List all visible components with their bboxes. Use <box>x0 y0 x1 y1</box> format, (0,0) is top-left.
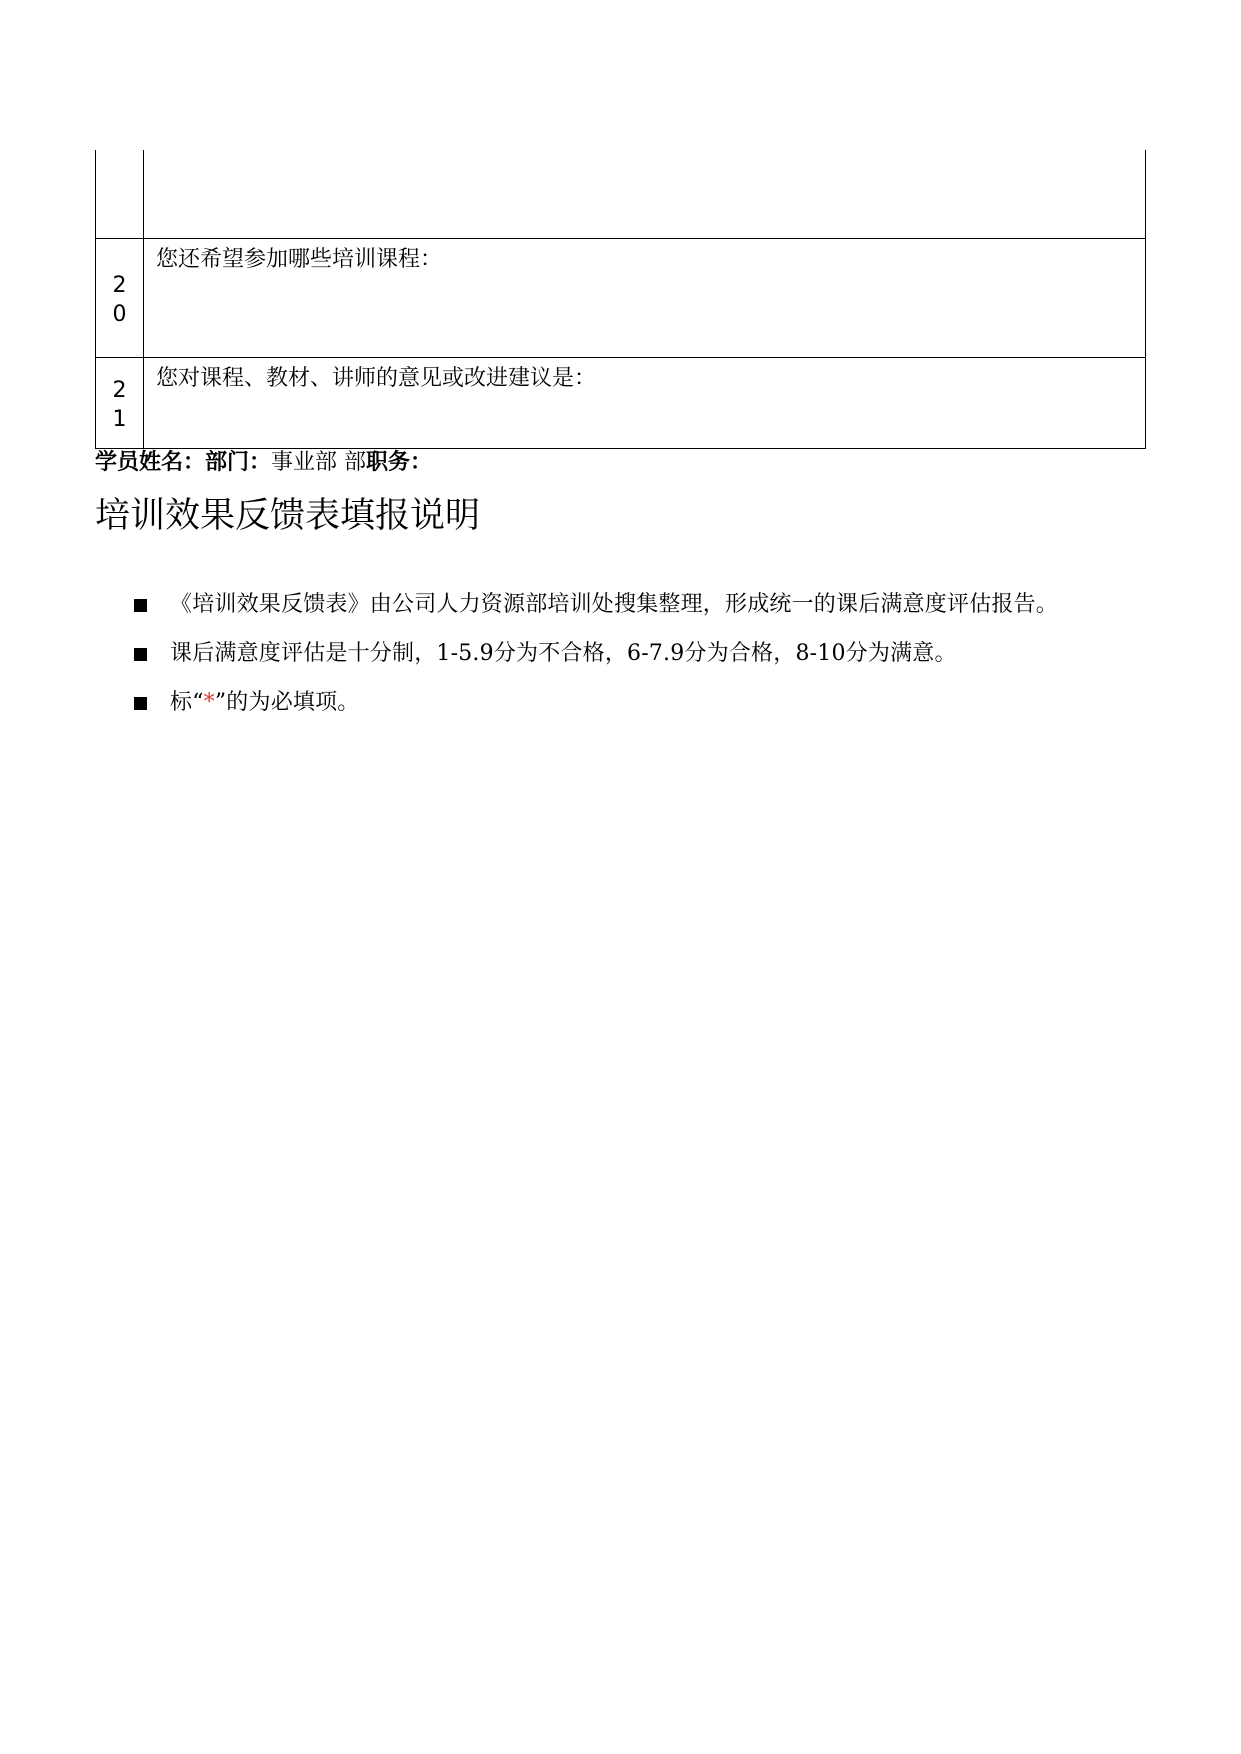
feedback-table <box>95 150 1146 449</box>
instructions-list <box>130 580 1150 727</box>
table-row <box>96 150 1146 238</box>
instructions-title: 培训效果反馈表填报说明 <box>95 496 481 536</box>
row-number-digit: 2 <box>112 272 127 298</box>
student-info-line <box>95 448 432 478</box>
list-item <box>130 580 1150 629</box>
question-text: 您对课程、教材、讲师的意见或改进建议是： <box>156 365 597 391</box>
instruction-text-pre: 标“ <box>170 690 204 715</box>
square-bullet-icon <box>134 599 147 612</box>
position-label: 职务： <box>366 450 433 475</box>
answer-area[interactable] <box>144 150 1146 238</box>
list-item <box>130 678 1150 727</box>
answer-area[interactable] <box>144 238 1146 357</box>
student-name-label: 学员姓名： <box>95 450 206 475</box>
row-number-digit: 2 <box>112 377 127 403</box>
row-number-cell <box>96 150 144 238</box>
square-bullet-icon <box>134 697 147 710</box>
list-item <box>130 629 1150 678</box>
question-text: 您还希望参加哪些培训课程： <box>156 246 443 272</box>
department-label: 部门： <box>205 450 272 475</box>
instruction-text-post: ”的为必填项。 <box>214 690 360 715</box>
department-value: 事业部 部 <box>271 450 367 475</box>
required-star: * <box>203 690 215 715</box>
answer-area[interactable] <box>144 357 1146 448</box>
row-number-cell <box>96 357 144 448</box>
table-row <box>96 238 1146 357</box>
row-number-cell <box>96 238 144 357</box>
instruction-text <box>170 678 1150 727</box>
table-row <box>96 357 1146 448</box>
square-bullet-icon <box>134 648 147 661</box>
instruction-text: 《培训效果反馈表》由公司人力资源部培训处搜集整理，形成统一的课后满意度评估报告。 <box>170 592 1059 617</box>
row-number-digit: 0 <box>112 301 127 327</box>
row-number-digit: 1 <box>112 406 127 432</box>
instruction-text: 课后满意度评估是十分制，1-5.9分为不合格，6-7.9分为合格，8-10分为满意。 <box>170 641 957 666</box>
